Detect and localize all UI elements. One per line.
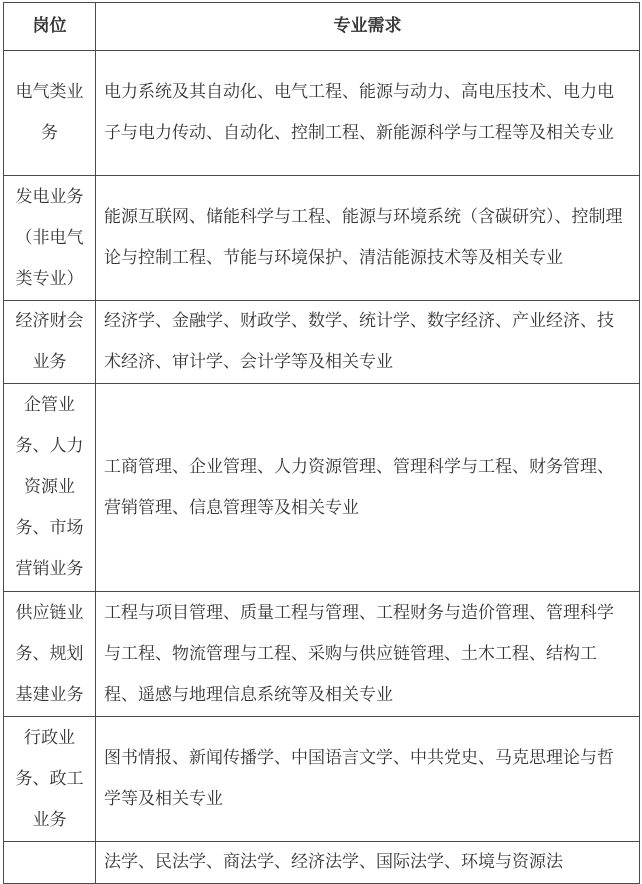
table-row [4,717,640,842]
position-cell: 经济财会业务 [4,301,96,384]
requirement-cell: 法学、民法学、商法学、经济法学、国际法学、环境与资源法 [96,842,640,884]
major-requirements-table [3,2,640,884]
table-header-row [4,3,640,51]
requirement-cell: 经济学、金融学、财政学、数学、统计学、数字经济、产业经济、技术经济、审计学、会计学等及相关专业 [96,301,640,384]
table-row [4,176,640,301]
position-cell: 企管业务、人力资源业务、市场营销业务 [4,384,96,592]
table-row [4,301,640,384]
position-cell: 供应链业务、规划基建业务 [4,592,96,717]
requirement-cell: 电力系统及其自动化、电气工程、能源与动力、高电压技术、电力电子与电力传动、自动化、控制工程、新能源科学与工程等及相关专业 [96,51,640,176]
table-row [4,842,640,884]
requirement-cell: 工商管理、企业管理、人力资源管理、管理科学与工程、财务管理、营销管理、信息管理等及相关专业 [96,384,640,592]
table-row [4,384,640,592]
table-row [4,592,640,717]
header-position: 岗位 [4,3,96,51]
table-row [4,51,640,176]
position-cell: 电气类业务 [4,51,96,176]
position-cell: 行政业务、政工业务 [4,717,96,842]
requirement-cell: 能源互联网、储能科学与工程、能源与环境系统（含碳研究）、控制理论与控制工程、节能与环境保护、清洁能源技术等及相关专业 [96,176,640,301]
requirement-cell: 工程与项目管理、质量工程与管理、工程财务与造价管理、管理科学与工程、物流管理与工程、采购与供应链管理、土木工程、结构工程、遥感与地理信息系统等及相关专业 [96,592,640,717]
requirement-cell: 图书情报、新闻传播学、中国语言文学、中共党史、马克思理论与哲学等及相关专业 [96,717,640,842]
position-cell: 发电业务（非电气类专业） [4,176,96,301]
position-cell [4,842,96,884]
header-requirement: 专业需求 [96,3,640,51]
